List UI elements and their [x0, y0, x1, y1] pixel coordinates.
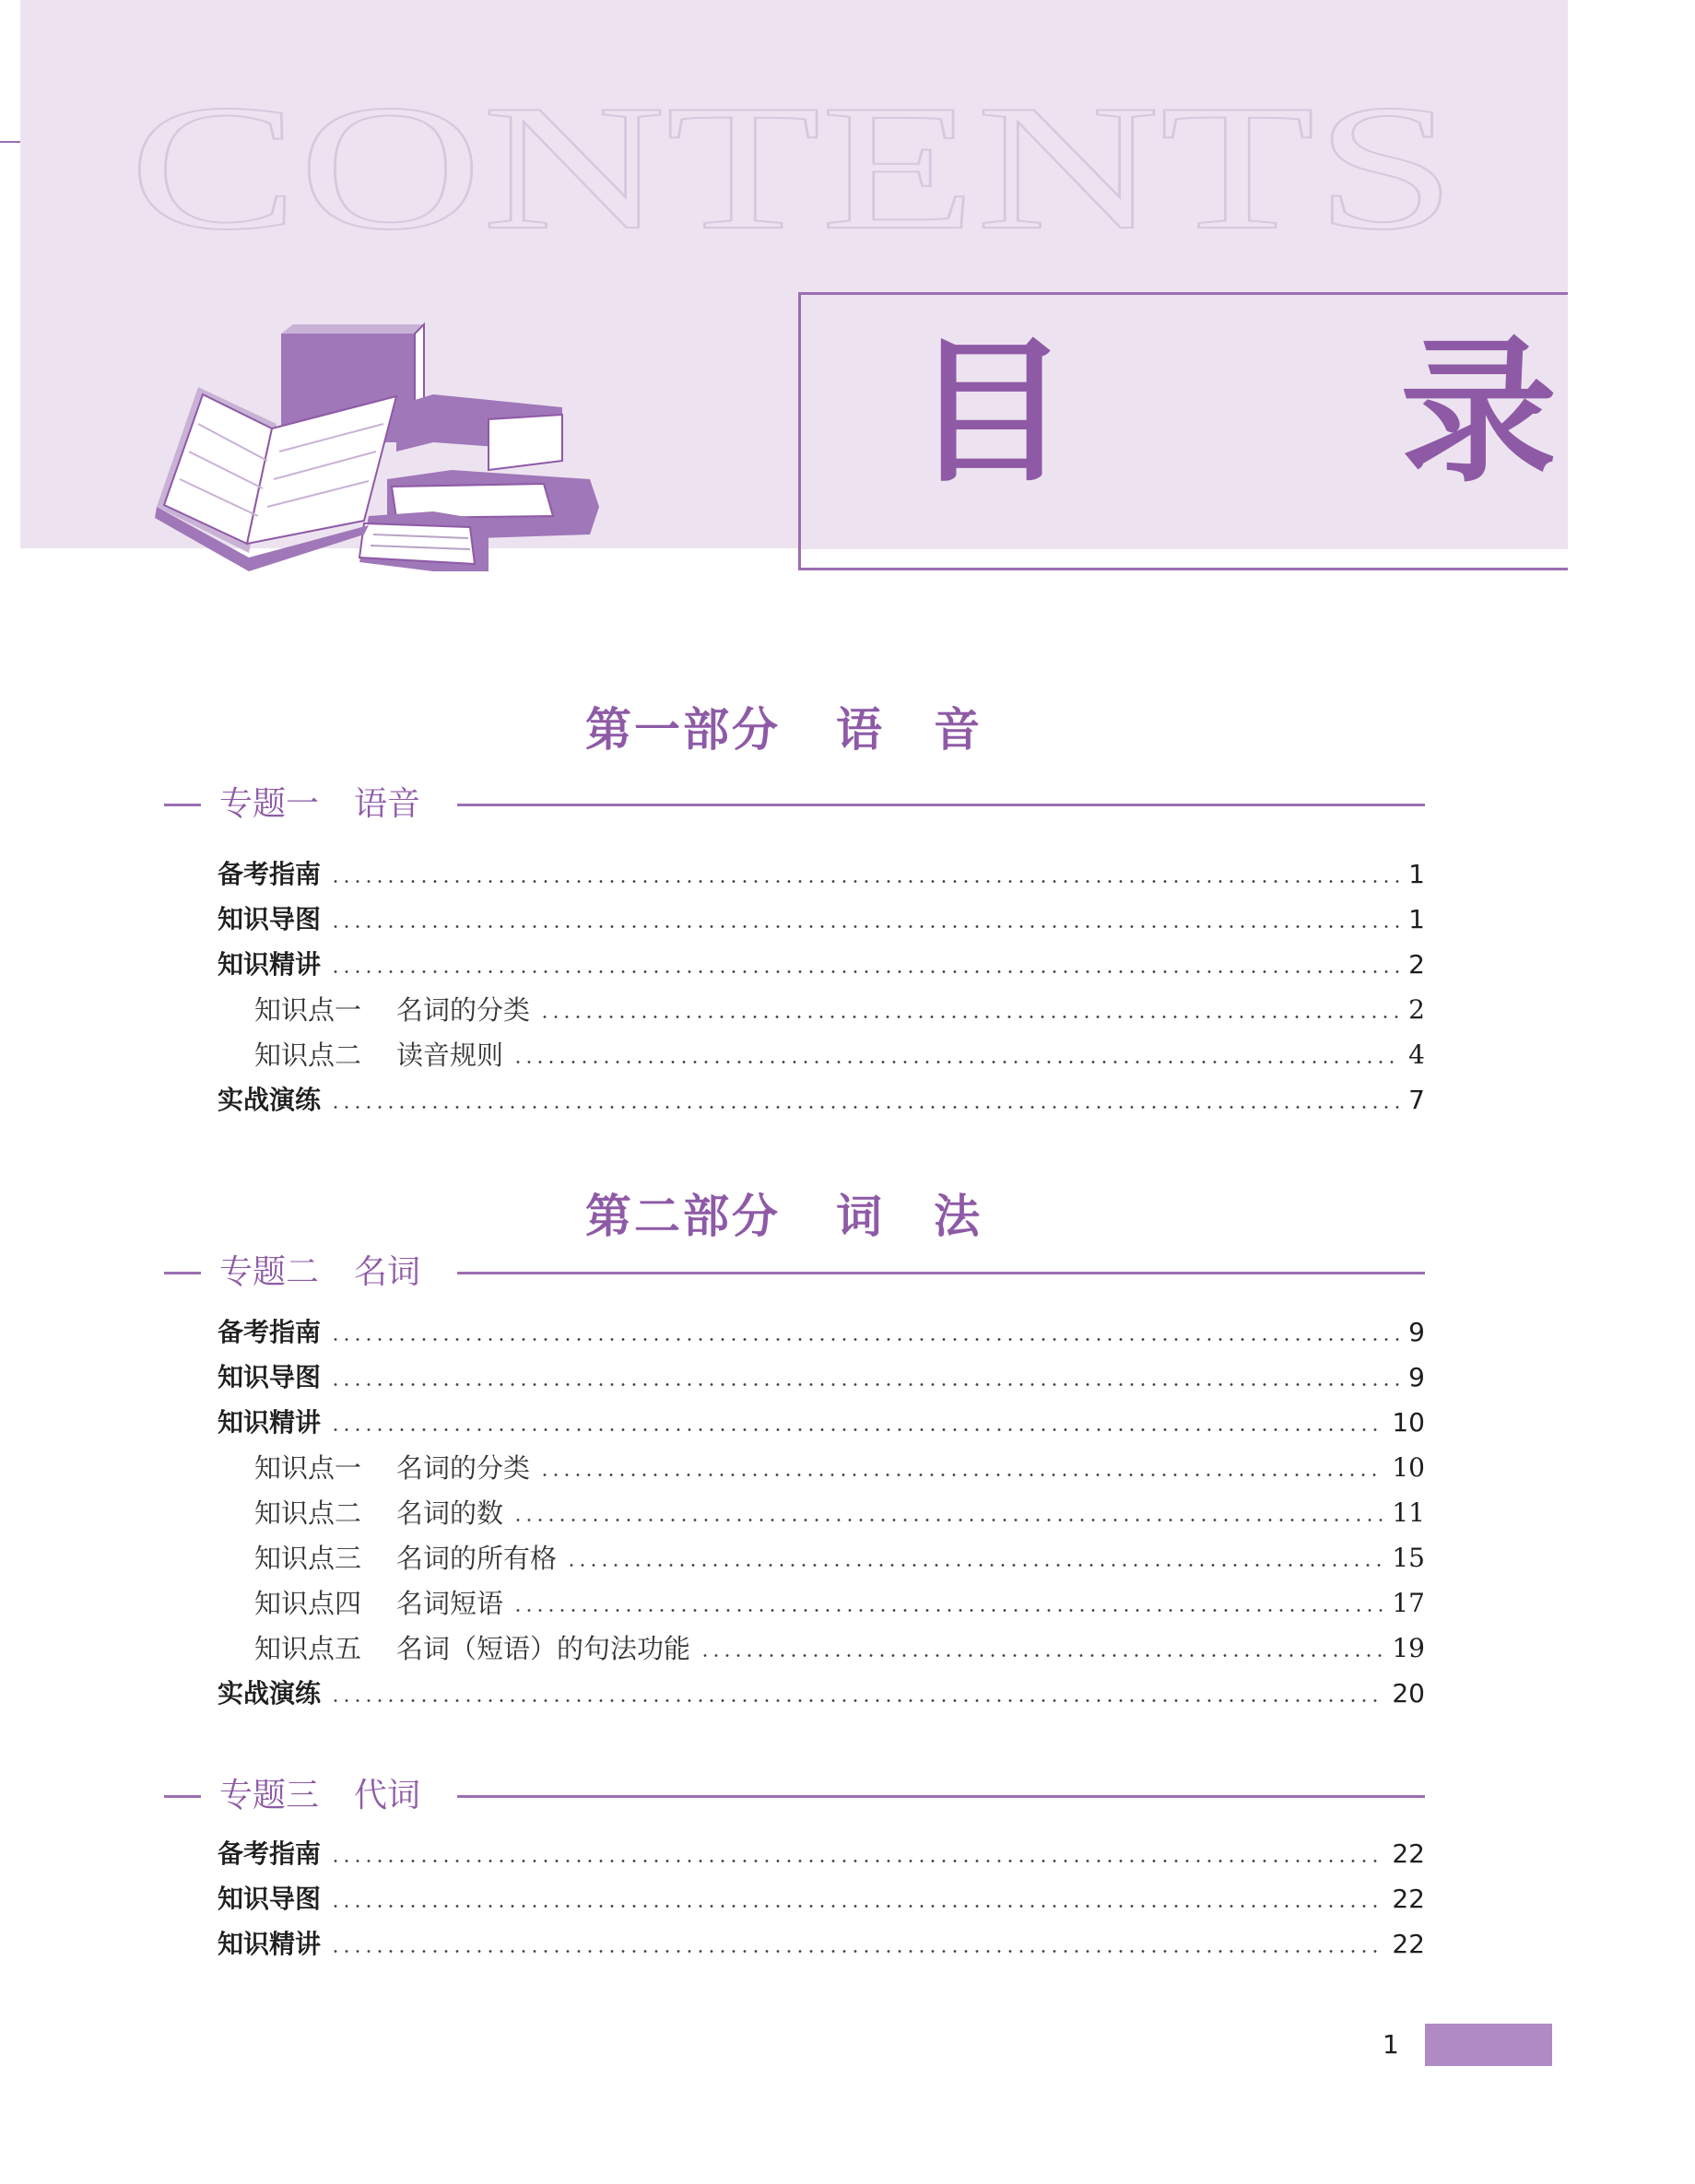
part-title-1-name: 语 音 — [836, 703, 983, 757]
toc-page-number: 10 — [1392, 1407, 1425, 1438]
topic-header-1 — [164, 781, 1425, 828]
toc-entry-title: 实战演练 — [218, 1678, 322, 1708]
toc-subentry-title — [254, 1540, 557, 1577]
toc-subentry-title — [254, 1585, 503, 1622]
toc-subentry-title — [254, 1495, 503, 1532]
toc-entry[interactable] — [218, 852, 1425, 893]
toc-entry[interactable] — [218, 1877, 1425, 1918]
leader-dots — [330, 1699, 1383, 1702]
toc-page-number: 1 — [1408, 904, 1425, 934]
contents-watermark-text: CONTENTS — [129, 68, 1456, 267]
margin-tick — [0, 141, 20, 143]
toc-page-number: 2 — [1408, 994, 1425, 1025]
toc-page-number: 22 — [1392, 1929, 1425, 1959]
toc-entry-title: 备考指南 — [218, 1838, 322, 1869]
books-illustration — [157, 323, 608, 590]
toc-entry-title: 知识导图 — [218, 1362, 322, 1392]
leader-dots — [330, 1860, 1383, 1862]
toc-subentry-name: 名词的数 — [396, 1497, 504, 1529]
toc-page-number: 9 — [1408, 1362, 1425, 1392]
toc-entry[interactable] — [218, 1672, 1425, 1712]
toc-entry[interactable] — [218, 898, 1425, 938]
toc-entry[interactable] — [218, 1310, 1425, 1351]
topic-dash — [164, 1272, 201, 1274]
topic-number: 专题一 — [219, 785, 320, 823]
toc-entry[interactable] — [218, 1356, 1425, 1396]
toc-subentry-number: 知识点一 — [254, 1452, 362, 1484]
toc-subentry[interactable] — [254, 1536, 1425, 1577]
toc-page-number: 9 — [1408, 1317, 1425, 1347]
topic-number: 专题三 — [219, 1777, 320, 1814]
title-frame-gap — [801, 549, 1568, 568]
toc-entry-title: 知识精讲 — [218, 949, 322, 980]
leader-dots — [700, 1654, 1383, 1657]
toc-subentry-number: 知识点三 — [254, 1543, 362, 1574]
toc-subentry-name: 名词的分类 — [396, 1452, 531, 1484]
toc-page-number: 22 — [1392, 1838, 1425, 1869]
part-title-2-number: 第二部分 — [585, 1190, 781, 1243]
part-title-2-name: 词 法 — [836, 1190, 983, 1243]
toc-subentry-number: 知识点五 — [254, 1633, 362, 1664]
toc-subentry[interactable] — [254, 1491, 1425, 1532]
contents-watermark — [129, 68, 1456, 267]
toc-entry-title: 实战演练 — [218, 1085, 322, 1115]
book-open — [155, 387, 396, 571]
toc-subentry-name: 读音规则 — [396, 1039, 504, 1071]
toc-page-number: 4 — [1408, 1039, 1425, 1070]
toc-entry[interactable] — [218, 943, 1425, 983]
toc-entry-title: 知识精讲 — [218, 1407, 322, 1438]
leader-dots — [330, 1905, 1383, 1908]
topic-dash — [164, 804, 201, 806]
topic-rule — [457, 1795, 1425, 1798]
toc-page-number: 22 — [1392, 1884, 1425, 1914]
toc-subentry-number: 知识点二 — [254, 1039, 362, 1071]
toc-subentry-name: 名词的所有格 — [396, 1543, 558, 1574]
toc-entry[interactable] — [218, 1922, 1425, 1963]
toc-subentry-number: 知识点二 — [254, 1497, 362, 1529]
toc-entry-title: 知识精讲 — [218, 1929, 322, 1959]
topic-number: 专题二 — [219, 1253, 320, 1291]
page-title: 目 录 — [912, 322, 1695, 504]
toc-entry-title: 备考指南 — [218, 859, 322, 889]
leader-dots — [330, 1950, 1383, 1953]
toc-page-number: 17 — [1392, 1588, 1425, 1618]
toc-subentry-title — [254, 1630, 690, 1667]
toc-subentry[interactable] — [254, 1581, 1425, 1622]
topic-header-3 — [164, 1773, 1425, 1819]
toc-page-number: 11 — [1392, 1497, 1425, 1528]
part-title-2 — [0, 1180, 1568, 1246]
toc-subentry[interactable] — [254, 1446, 1425, 1486]
toc-subentry-name: 名词短语 — [396, 1588, 504, 1619]
toc-entry-title: 备考指南 — [218, 1317, 322, 1347]
leader-dots — [512, 1609, 1383, 1612]
toc-subentry[interactable] — [254, 988, 1425, 1028]
toc-subentry-title — [254, 1450, 530, 1486]
toc-subentry[interactable] — [254, 1033, 1425, 1074]
toc-subentry-title — [254, 992, 530, 1028]
toc-page-number: 2 — [1408, 949, 1425, 980]
toc-subentry[interactable] — [254, 1626, 1425, 1667]
toc-page-number: 7 — [1408, 1085, 1425, 1115]
toc-subentry-number: 知识点四 — [254, 1588, 362, 1619]
toc-page-number: 15 — [1392, 1543, 1425, 1573]
leader-dots — [330, 970, 1399, 973]
topic-name: 语音 — [354, 785, 421, 823]
topic-name: 代词 — [354, 1777, 421, 1814]
leader-dots — [330, 880, 1399, 883]
toc-subentry-name: 名词的分类 — [396, 994, 531, 1026]
toc-entry[interactable] — [218, 1401, 1425, 1441]
page-tab — [1425, 2024, 1552, 2066]
toc-page-number: 10 — [1392, 1452, 1425, 1483]
toc-page-number: 1 — [1408, 859, 1425, 889]
leader-dots — [512, 1061, 1399, 1063]
leader-dots — [330, 1383, 1399, 1386]
topic-dash — [164, 1795, 201, 1798]
topic-label — [219, 1250, 420, 1296]
toc-page-number: 19 — [1392, 1633, 1425, 1663]
toc-entry-title: 知识导图 — [218, 1884, 322, 1914]
toc-entry-title: 知识导图 — [218, 904, 322, 934]
leader-dots — [539, 1474, 1383, 1476]
leader-dots — [330, 1428, 1383, 1431]
topic-header-2 — [164, 1250, 1425, 1296]
topic-rule — [457, 1272, 1425, 1274]
leader-dots — [539, 1016, 1399, 1018]
toc-entry[interactable] — [218, 1832, 1425, 1873]
leader-dots — [330, 1338, 1399, 1341]
topic-name: 名词 — [354, 1253, 421, 1291]
part-title-1-number: 第一部分 — [585, 703, 781, 757]
topic-label — [219, 781, 420, 828]
leader-dots — [330, 925, 1399, 928]
topic-label — [219, 1773, 420, 1819]
toc-entry[interactable] — [218, 1078, 1425, 1119]
leader-dots — [512, 1519, 1383, 1521]
leader-dots — [330, 1106, 1399, 1109]
part-title-1 — [0, 693, 1568, 759]
page-number: 1 — [1383, 2029, 1399, 2060]
toc-page-number: 20 — [1392, 1678, 1425, 1708]
leader-dots — [566, 1564, 1383, 1567]
toc-subentry-name: 名词（短语）的句法功能 — [396, 1633, 691, 1664]
topic-rule — [457, 804, 1425, 806]
toc-subentry-title — [254, 1037, 503, 1074]
toc-subentry-number: 知识点一 — [254, 994, 362, 1026]
